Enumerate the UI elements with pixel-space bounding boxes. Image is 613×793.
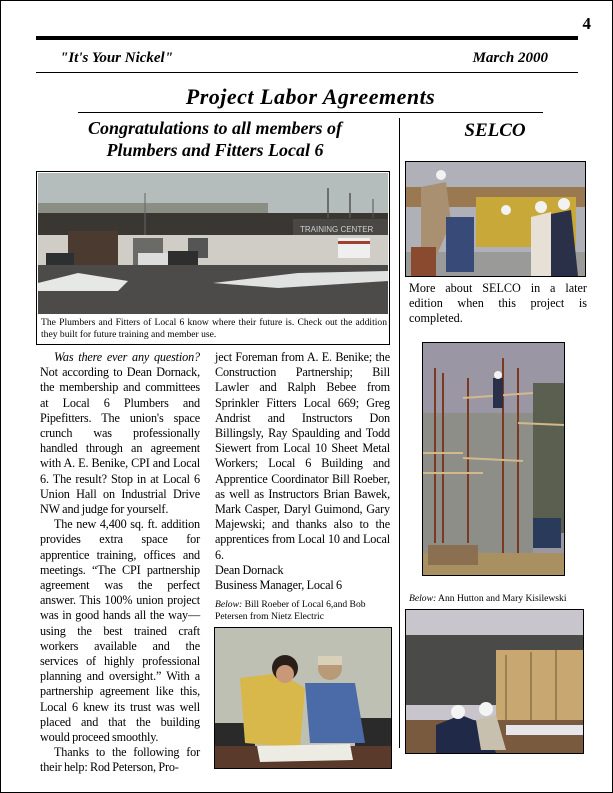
building-sign: TRAINING CENTER <box>300 225 374 234</box>
photo-caption-hutton: Below: Ann Hutton and Mary Kisilewski <box>409 593 567 604</box>
selco-scaffolding-photo <box>422 342 565 576</box>
roeber-petersen-photo <box>214 627 392 769</box>
article-column-1 <box>40 350 200 776</box>
top-rule <box>36 36 578 40</box>
sidebar-title: SELCO <box>464 120 526 141</box>
page-number: 4 <box>582 14 591 33</box>
hutton-kisilewski-photo <box>405 609 584 754</box>
paragraph-4: ject Foreman from A. E. Benike; the Construction Partnership; Bill Lawler and Ralph Bebee from Sprinkler Fitters Local 669; Greg Andrist and Instructors Don Billingsly, Ray Spaulding and Todd Siewert from Local 10 Sheet Metal Workers; Local 6 Building and Apprentice Coordinator Bill Roeber, as well as Instructors Brian Bawek, Mark Casper, Daryl Guimond, Gary Majewski; and thanks also to the apprentices from Local 10 and Local 6. <box>215 350 390 562</box>
paragraph-2: The new 4,400 sq. ft. addition provides extra space for apprentice training, offices and meetings. “The CPI partnership agreement was the perfect answer. This 100% union project was in good hands all the way—using the best trained craft workers available and the services of highly professional planning and oversight.” With a partnership agreement like this, Local 6 knew its trust was well placed and that the building would proceed smoothly. <box>40 517 200 745</box>
selco-caption: More about SELCO in a later edition when this project is completed. <box>409 281 587 325</box>
signature-name: Dean Dornack <box>215 562 284 577</box>
article-headline <box>40 117 390 161</box>
headline-line-1: Congratulations to all members of <box>87 118 343 138</box>
photo-caption-roeber: Below: Bill Roeber of Local 6,and Bob Petersen from Nietz Electric <box>215 599 366 623</box>
selco-site-photo <box>405 161 586 277</box>
running-head <box>36 46 578 73</box>
section-title: Project Labor Agreements <box>78 84 543 113</box>
main-photo-caption: The Plumbers and Fitters of Local 6 know where their future is. Check out the addition they built for future training and member use. <box>41 317 387 340</box>
column-divider <box>399 118 400 748</box>
main-photo-frame <box>36 171 390 345</box>
signature-title: Business Manager, Local 6 <box>215 578 342 593</box>
newsletter-name: "It's Your Nickel" <box>60 50 174 66</box>
lead-question: Was there ever any question? <box>54 350 200 364</box>
headline-line-2: Plumbers and Fitters Local 6 <box>106 140 324 160</box>
issue-date: March 2000 <box>472 50 548 66</box>
paragraph-1: Was there ever any question? Not according to Dean Dornack, the membership and committees at Local 6 Plumbers and Pipefitters. The union's space crunch was professionally handled through an agreement with A. E. Benike, CPI and Local 6. The result? Stop in at Local 6 Union Hall on Industrial Drive NW and judge for yourself. <box>40 350 200 517</box>
training-center-photo <box>38 173 388 314</box>
paragraph-3: Thanks to the following for their help: Rod Peterson, Pro- <box>40 745 200 775</box>
article-column-2 <box>215 350 390 623</box>
